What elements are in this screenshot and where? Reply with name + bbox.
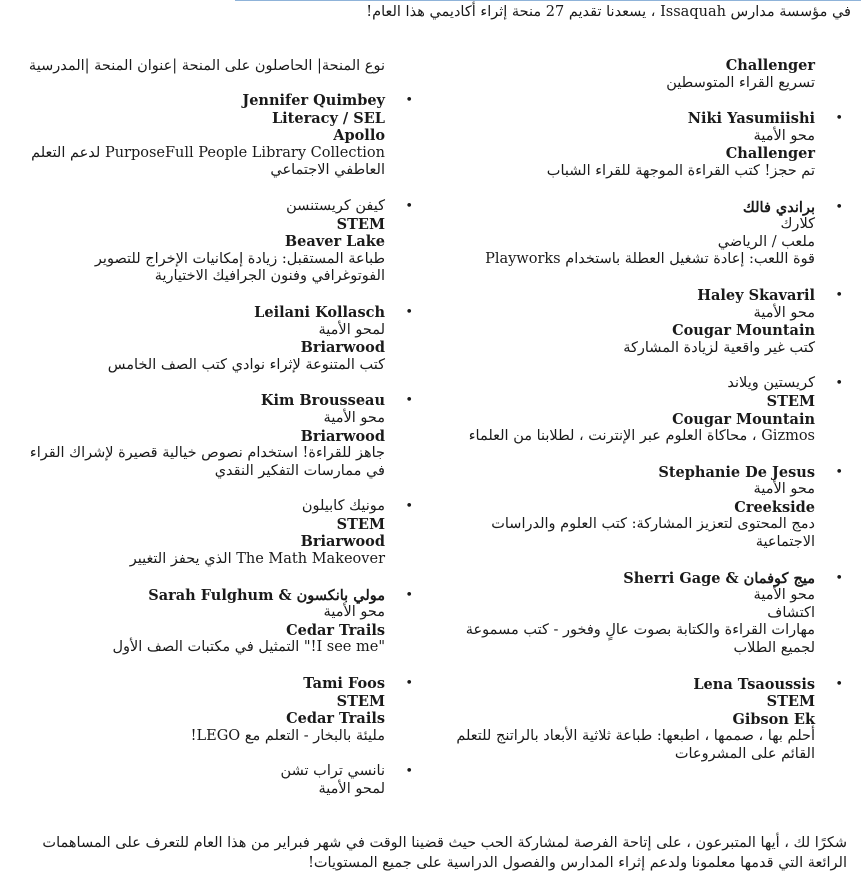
grant-title: Gizmos ، محاكاة العلوم عبر الإنترنت ، لطلابنا من العلماء [468,428,815,445]
grant-entry [19,303,413,374]
grant-recipient: براندي فالك [742,198,815,216]
grant-title: مليئة بالبخار - التعلم مع LEGO! [190,727,385,744]
bullet-icon: • [405,93,413,108]
grant-category: محو الأمية [753,587,815,604]
heading-project: تسريع القراء المتوسطين [666,74,815,91]
grant-recipient: Leilani Kollasch [254,303,385,321]
grant-category: STEM [766,693,815,711]
grant-recipient: Jennifer Quimbey [242,92,385,109]
grant-school: Cougar Mountain [672,410,815,428]
grant-title: طباعة المستقبل: زيادة إمكانيات الإخراج للتصوير الفوتوغرافي وفنون الجرافيك الاختيارية [94,250,385,285]
grant-category: STEM [336,215,385,233]
grant-category: STEM [336,692,385,710]
grant-category: لمحو الأمية [318,321,385,338]
grant-entry [435,286,843,357]
bullet-icon: • [835,570,843,586]
grant-entry [435,569,843,658]
bullet-icon: • [835,111,843,127]
right-column-heading [435,57,815,92]
grant-title: كتب المتنوعة لإثراء نوادي كتب الصف الخامس [107,356,385,373]
bullet-icon: • [405,499,413,515]
top-divider [235,0,861,1]
grant-title: كتب غير واقعية لزيادة المشاركة [623,339,815,356]
grant-recipient: كريستين ويلاند [727,375,815,392]
grant-school: Apollo [333,127,385,145]
right-column [435,57,843,764]
grant-category: محو الأمية [753,127,815,144]
grant-category: STEM [336,515,385,533]
grant-title: جاهز للقراءة! استخدام نصوص خيالية قصيرة لإشراك القراء في ممارسات التفكير النقدي [29,445,385,479]
grant-school: Beaver Lake [284,233,385,251]
grant-entry [435,463,843,552]
bullet-icon: • [405,676,413,692]
grant-recipient: ميج كوفمان & Sherri Gage [623,569,815,587]
grant-category: محو الأمية [323,604,385,621]
grant-entry [19,586,413,657]
grant-school: Cedar Trails [286,621,385,639]
grant-entry [435,375,843,445]
grant-title: The Math Makeover الذي يحفز التغيير [129,551,385,568]
grant-category: محو الأمية [753,304,815,321]
grant-school: Creekside [734,498,815,516]
grant-school: Challenger [725,145,815,163]
grant-title: دمج المحتوى لتعزيز المشاركة: كتب العلوم والدراسات الاجتماعية [491,516,815,551]
grant-entry [19,92,413,180]
grant-title: مهارات القراءة والكتابة بصوت عالٍ وفخور - كتب مسموعة لجميع الطلاب [465,622,815,657]
grant-title: "I see me!" التمثيل في مكتبات الصف الأول [112,639,385,656]
grant-recipient: Tami Foos [303,675,385,693]
grant-recipient: نانسي تراب تشن [280,763,385,780]
grant-title: تم حجز! كتب القراءة الموجهة للقراء الشباب [546,162,815,179]
grant-school: Gibson Ek [732,710,815,728]
grant-entry [435,198,843,269]
bullet-icon: • [835,287,843,303]
grant-entry [435,110,843,180]
grant-category: محو الأمية [323,409,385,426]
grant-recipient: Kim Brousseau [260,392,385,410]
grant-recipient: مولي بانكسون & Sarah Fulghum [148,586,385,604]
bullet-icon: • [835,199,843,215]
left-column-heading: نوع المنحة| الحاصلون على المنحة |عنوان المنحة |المدرسية [28,58,385,74]
grant-entry [19,392,413,480]
grant-recipient: Niki Yasumiishi [687,110,815,128]
grant-school: اكتشاف [767,604,815,621]
grant-category: كلارك [780,216,815,233]
bullet-icon: • [835,676,843,692]
grant-school: Cedar Trails [286,710,385,728]
bullet-icon: • [405,764,413,780]
bullet-icon: • [835,464,843,480]
grant-recipient: كيفن كريستنسن [286,197,385,214]
grant-school: Briarwood [300,427,385,445]
heading-school: Challenger [725,57,815,74]
bullet-icon: • [405,198,413,214]
grant-school: Briarwood [300,533,385,551]
grant-school: ملعب / الرياضي [717,233,815,250]
bullet-icon: • [405,304,413,320]
grant-category: محو الأمية [753,481,815,498]
grant-entry [19,197,413,286]
grant-category: لمحو الأمية [318,781,385,797]
grant-category: Literacy / SEL [271,109,385,127]
grant-recipient: مونيك كابيلون [301,498,385,515]
grant-entry [19,763,413,798]
grant-school: Briarwood [300,339,385,357]
grant-entry [19,498,413,568]
intro-paragraph: في مؤسسة مدارس Issaquah ، يسعدنا تقديم 27 منحة إثراء أكاديمي هذا العام! [366,4,851,20]
grant-title: PurposeFull People Library Collection لدعم التعلم العاطفي الاجتماعي [31,144,385,179]
grant-entry [435,675,843,764]
bullet-icon: • [405,393,413,409]
grant-title: قوة اللعب: إعادة تشغيل العطلة باستخدام Playworks [485,251,815,268]
bullet-icon: • [405,587,413,603]
grant-recipient: Lena Tsaoussis [693,675,815,693]
grant-category: STEM [766,392,815,410]
closing-paragraph: شكرًا لك ، أيها المتبرعون ، على إتاحة الفرصة لمشاركة الحب حيث قضينا الوقت في شهر فبراير من هذا العام للتعرف على المساهمات الرائعة التي قدمها معلمونا ولدعم إثراء المدارس والفصول الدراسية على جميع المستويات! [42,835,847,871]
grant-recipient: Stephanie De Jesus [658,463,815,481]
grant-school: Cougar Mountain [672,322,815,340]
grant-recipient: Haley Skavaril [697,286,815,304]
left-column [19,57,413,799]
bullet-icon: • [835,376,843,392]
grant-entry [19,675,413,745]
grant-title: أحلم بها ، صممها ، اطبعها: طباعة ثلاثية الأبعاد بالراتنج للتعلم القائم على المشروعات [456,728,815,762]
